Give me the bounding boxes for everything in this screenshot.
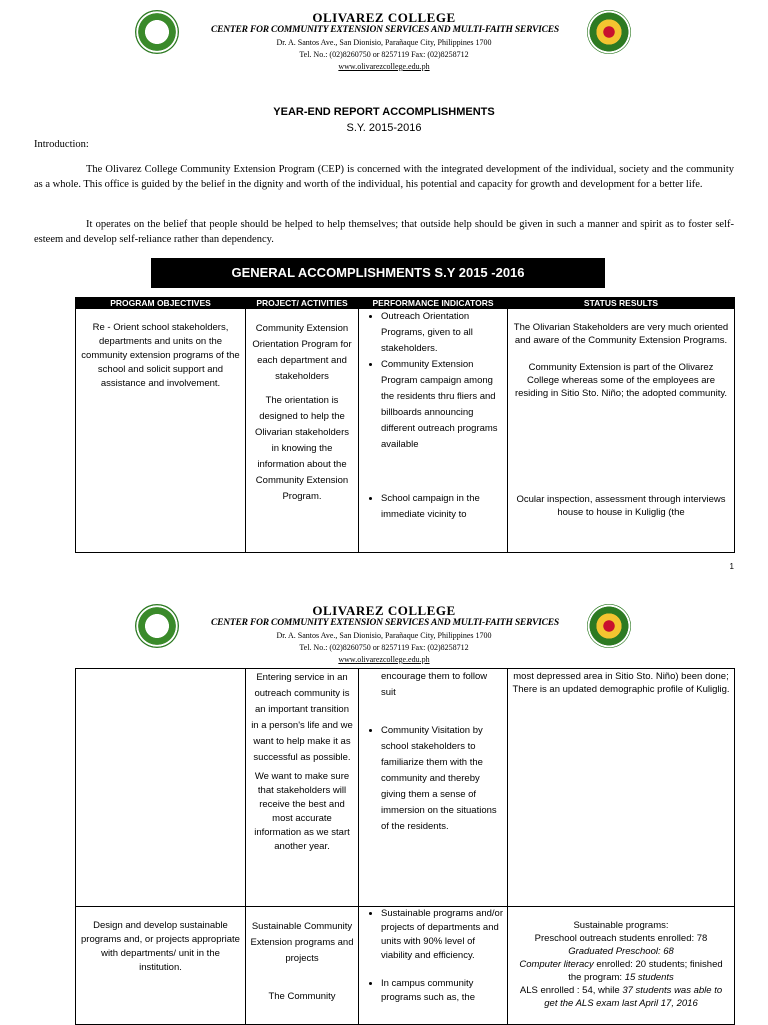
page-number: 1 bbox=[729, 562, 734, 571]
accomplishments-table-page1 bbox=[75, 297, 735, 553]
list-item: • Sustainable programs and/or projects of departments and units with 90% level of viability and efficiency. bbox=[381, 907, 503, 963]
indicator-cell bbox=[359, 907, 508, 1025]
indicator-cell: encourage them to follow suit • Community Visitation by school stakeholders to familiarize them with the community and thereby giving them a sense of immersion on the situations of the residents. bbox=[359, 669, 508, 907]
status-cell: Sustainable programs: Preschool outreach students enrolled: 78 Graduated Preschool: 68 Computer literacy enrolled: 20 students; finished the program: 15 students ALS enrolled : 54, while 37 students was able to get the ALS exam last April 17, 2016 bbox=[508, 907, 735, 1025]
indicator-cell bbox=[359, 309, 508, 553]
address: Dr. A. Santos Ave., San Dionisio, Parañaque City, Philippines 1700 bbox=[276, 631, 492, 640]
list-item: • Outreach Orientation Programs, given to all stakeholders. bbox=[381, 309, 503, 357]
list-item: • School campaign in the immediate vicinity to bbox=[381, 491, 503, 523]
center-name: CENTER FOR COMMUNITY EXTENSION SERVICES AND MULTI-FAITH SERVICES bbox=[210, 618, 560, 628]
website-link[interactable]: www.olivarezcollege.edu.ph bbox=[338, 655, 430, 664]
accomplishments-banner: GENERAL ACCOMPLISHMENTS S.Y 2015 -2016 bbox=[151, 258, 605, 288]
header-performance-indicators: PERFORMANCE INDICATORS bbox=[359, 298, 508, 309]
telephone: Tel. No.: (02)8260750 or 8257119 Fax: (02)8258712 bbox=[299, 643, 469, 652]
college-name: OLIVAREZ COLLEGE bbox=[312, 10, 456, 25]
activity-cell: Community Extension Orientation Program for each department and stakeholders The orientation is designed to help the Olivarian stakeholders in knowing the information about the Community Extension Program. bbox=[246, 309, 359, 553]
school-year: S.Y. 2015-2016 bbox=[346, 122, 422, 134]
center-name: CENTER FOR COMMUNITY EXTENSION SERVICES AND MULTI-FAITH SERVICES bbox=[210, 25, 560, 35]
intro-label: Introduction: bbox=[34, 139, 89, 150]
website-link[interactable]: www.olivarezcollege.edu.ph bbox=[338, 62, 430, 71]
college-name: OLIVAREZ COLLEGE bbox=[312, 603, 456, 618]
intro-paragraph-1: The Olivarez College Community Extension Program (CEP) is concerned with the integrated development of the individual, society and the community as a whole. This office is guided by the belief in the dignity and worth of the individual, his potential and capacity for growth and development for a better life. bbox=[34, 164, 734, 190]
objective-cell bbox=[76, 669, 246, 907]
status-cell: most depressed area in Sitio Sto. Niño) been done; There is an updated demographic profile of Kuliglig. bbox=[508, 669, 735, 907]
objective-cell: Design and develop sustainable programs and, or projects appropriate with departments/ unit in the institution. bbox=[76, 907, 246, 1025]
list-item: • Community Visitation by school stakeholders to familiarize them with the community and thereby giving them a sense of immersion on the situations of the residents. bbox=[381, 723, 503, 835]
activity-cell: Entering service in an outreach community is an important transition in a person's life and we want to help make it as successful as possible. We want to make sure that stakeholders will receive the best and most accurate information as we start another year. bbox=[246, 669, 359, 907]
objective-cell: Re - Orient school stakeholders, departments and units on the community extension programs of the school and solicit support and assistance and involvement. bbox=[76, 309, 246, 553]
list-item: • In campus community programs such as, the bbox=[381, 977, 503, 1005]
status-cell: The Olivarian Stakeholders are very much oriented and aware of the Community Extension Programs. Community Extension is part of the Olivarez College whereas some of the employees are residing in Sitio Sto. Niño; the adopted community. Ocular inspection, assessment through interviews house to house in Kuliglig (the bbox=[508, 309, 735, 553]
list-item: • Community Extension Program campaign among the residents thru fliers and billboards announcing different outreach programs available bbox=[381, 357, 503, 453]
accomplishments-table-page2 bbox=[75, 668, 735, 1025]
header-program-objectives: PROGRAM OBJECTIVES bbox=[76, 298, 246, 309]
intro-paragraph-2: It operates on the belief that people should be helped to help themselves; that outside help should be given in such a manner and spirit as to foster self-esteem and develop self-reliance rather than dependency. bbox=[34, 219, 734, 245]
telephone: Tel. No.: (02)8260750 or 8257119 Fax: (02)8258712 bbox=[299, 50, 469, 59]
report-title: YEAR-END REPORT ACCOMPLISHMENTS bbox=[273, 106, 495, 118]
header-project-activities: PROJECT/ ACTIVITIES bbox=[246, 298, 359, 309]
address: Dr. A. Santos Ave., San Dionisio, Parañaque City, Philippines 1700 bbox=[276, 38, 492, 47]
header-status-results: STATUS RESULTS bbox=[508, 298, 735, 309]
activity-cell: Sustainable Community Extension programs and projects The Community bbox=[246, 907, 359, 1025]
